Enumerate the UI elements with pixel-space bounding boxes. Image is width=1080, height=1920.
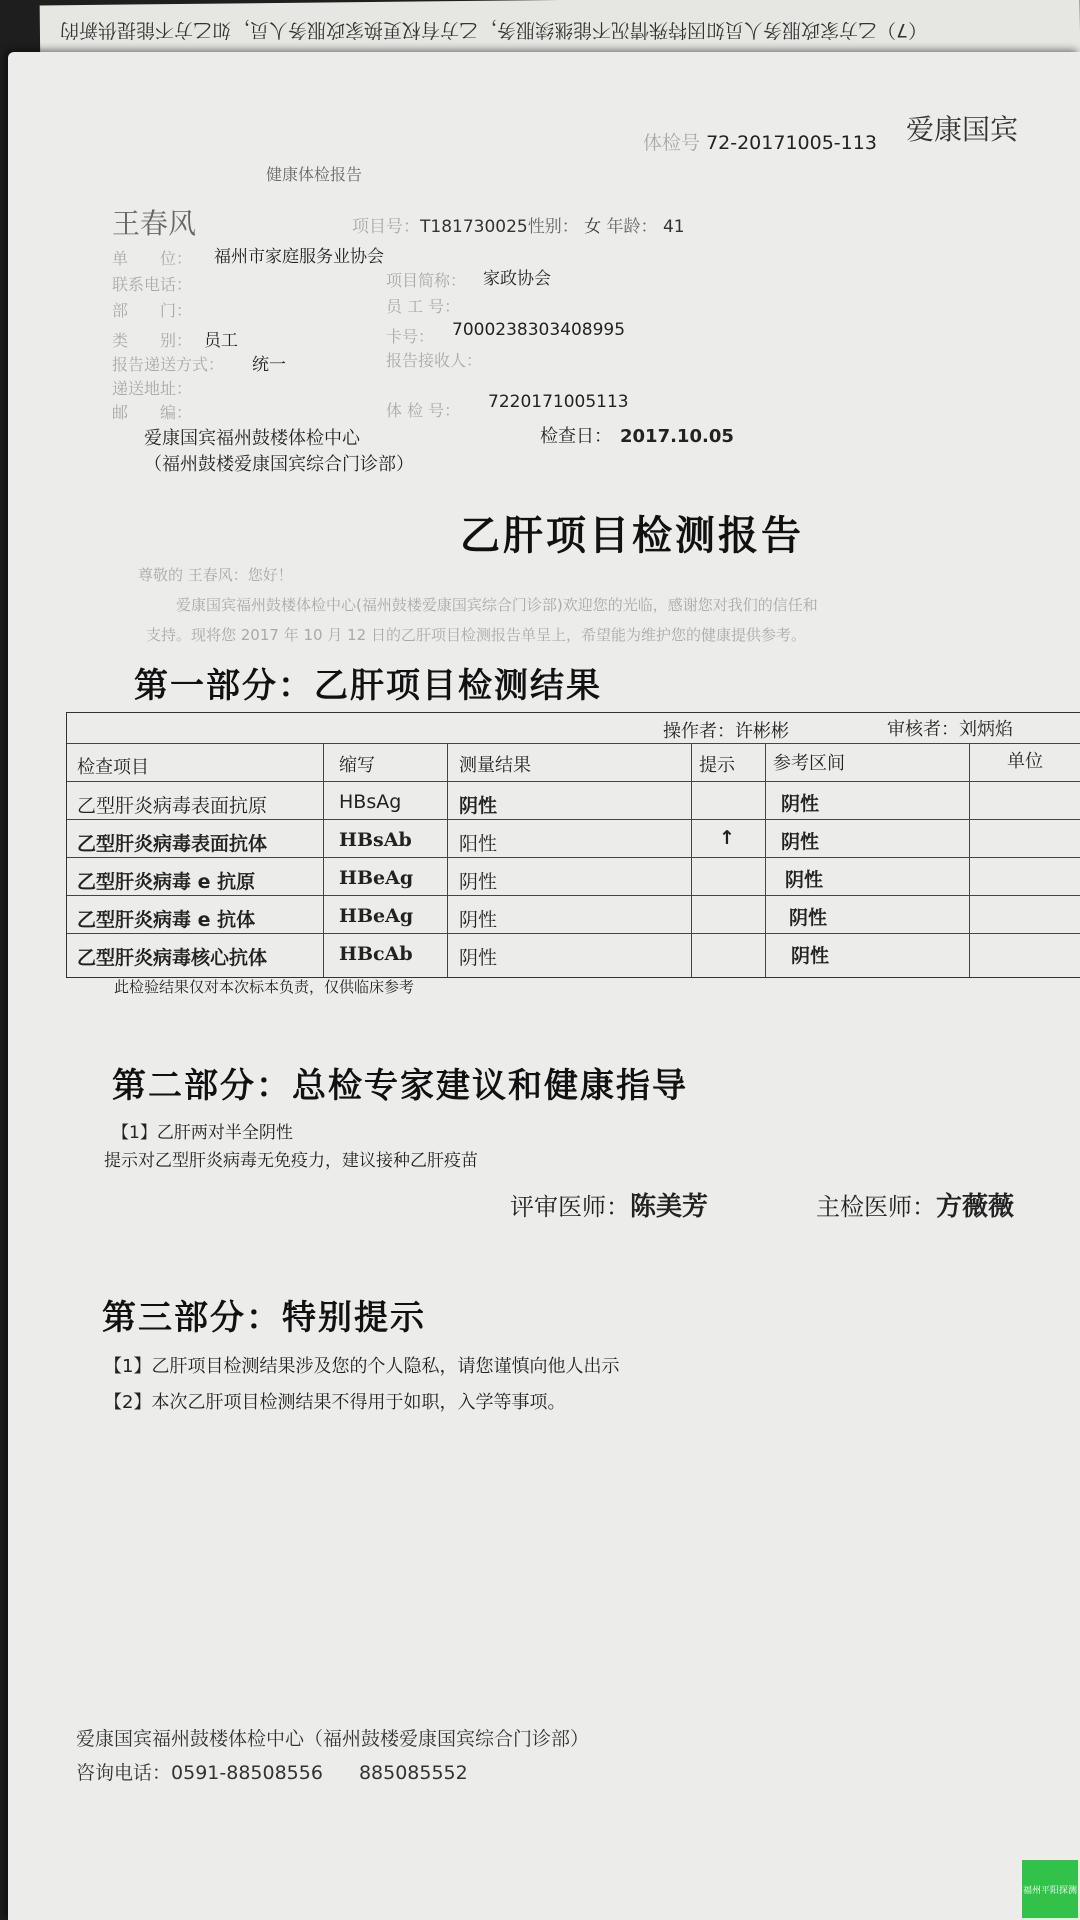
row2-hint: ↑ [719, 827, 735, 849]
col-line [765, 743, 766, 977]
col-header-result: 测量结果 [459, 755, 531, 776]
footer-phone: 咨询电话：0591-88508556 885085552 [76, 1762, 468, 1784]
row3-abbr: HBeAg [339, 867, 414, 889]
row3-result: 阴性 [459, 871, 498, 893]
table-divider [67, 895, 1080, 896]
exam-no-value: 72-20171005-113 [706, 132, 877, 154]
col-header-item: 检查项目 [77, 757, 149, 778]
delivery-label: 报告递送方式： [112, 355, 225, 374]
row5-result: 阴性 [459, 947, 498, 969]
part3-heading: 第三部分：特别提示 [102, 1298, 426, 1338]
row1-result: 阴性 [459, 795, 498, 817]
unit-label: 单 位： [112, 249, 193, 268]
row1-ref: 阴性 [781, 793, 820, 815]
table-divider [67, 857, 1080, 858]
part2-heading: 第二部分：总检专家建议和健康指导 [112, 1066, 688, 1106]
col-line [323, 743, 324, 977]
row4-result: 阴性 [459, 909, 498, 931]
row4-ref: 阴性 [789, 907, 828, 929]
row1-item: 乙型肝炎病毒表面抗原 [77, 795, 268, 817]
watermark-badge: 福州平阳探测 [1022, 1860, 1078, 1918]
row5-item: 乙型肝炎病毒核心抗体 [77, 947, 268, 969]
col-header-ref: 参考区间 [773, 753, 845, 774]
receiver-label: 报告接收人： [386, 351, 483, 370]
phone-label: 联系电话： [112, 275, 193, 294]
special-tip1: 【1】乙肝项目检测结果涉及您的个人隐私，请您谨慎向他人出示 [104, 1356, 620, 1377]
row2-ref: 阴性 [781, 831, 820, 853]
intro-line2: 支持。现将您 2017 年 10 月 12 日的乙肝项目检测报告单呈上，希望能为维护您的健康提供参考。 [146, 626, 806, 644]
center-line2: （福州鼓楼爱康国宾综合门诊部） [144, 454, 414, 475]
special-tip2: 【2】本次乙肝项目检测结果不得用于如职，入学等事项。 [104, 1392, 566, 1413]
table-divider [67, 819, 1080, 820]
staff-no-label: 员 工 号： [386, 297, 461, 316]
card-label: 卡号： [386, 327, 435, 346]
table-divider [67, 781, 1080, 782]
col-header-hint: 提示 [699, 755, 735, 776]
exam-no2-value: 7220171005113 [488, 392, 629, 412]
row1-abbr: HBsAg [339, 791, 402, 813]
intro-line1: 爱康国宾福州鼓楼体检中心(福州鼓楼爱康国宾综合门诊部)欢迎您的光临，感谢您对我们的信任和 [176, 596, 818, 614]
row2-item: 乙型肝炎病毒表面抗体 [77, 833, 268, 855]
table-divider [67, 933, 1080, 934]
advice-item1-detail: 提示对乙型肝炎病毒无免疫力，建议接种乙肝疫苗 [104, 1151, 478, 1171]
delivery-value: 统一 [252, 355, 286, 375]
row5-ref: 阴性 [791, 945, 830, 967]
category-value: 员工 [204, 331, 238, 351]
back-page-text: （7）乙方家政服务人员如因特殊情况不能继续服务，乙方有权更换家政服务人员，如乙方不能提供新的 [60, 19, 928, 41]
col-line [691, 743, 692, 977]
postcode-label: 邮 编： [112, 403, 193, 422]
category-label: 类 别： [112, 331, 193, 350]
col-line [447, 743, 448, 977]
report-title: 乙肝项目检测报告 [460, 512, 804, 559]
patient-name: 王春风 [112, 207, 197, 240]
row3-ref: 阴性 [785, 869, 824, 891]
row3-item: 乙型肝炎病毒 e 抗原 [77, 871, 256, 893]
col-line [969, 743, 970, 977]
operator: 操作者：许彬彬 [663, 721, 789, 742]
address-label: 递送地址： [112, 379, 193, 398]
brand-name: 爱康国宾 [906, 113, 1019, 146]
exam-no-header [643, 128, 877, 155]
doc-label: 健康体检报告 [266, 165, 363, 184]
row4-abbr: HBeAg [339, 905, 414, 927]
col-header-unit: 单位 [1007, 751, 1043, 772]
row5-abbr: HBcAb [339, 943, 413, 965]
exam-no2-label: 体 检 号： [386, 401, 461, 420]
reviewer: 审核者：刘炳焰 [887, 719, 1013, 740]
row4-item: 乙型肝炎病毒 e 抗体 [77, 909, 256, 931]
project-abbr-value: 家政协会 [483, 269, 551, 289]
col-header-abbr: 缩写 [339, 755, 375, 776]
check-date: 检查日： 2017.10.05 [540, 426, 734, 447]
center-line1: 爱康国宾福州鼓楼体检中心 [144, 428, 360, 449]
footer-center: 爱康国宾福州鼓楼体检中心（福州鼓楼爱康国宾综合门诊部） [76, 1728, 590, 1750]
reviewing-doctor: 评审医师：陈美芳 [510, 1192, 709, 1222]
row2-abbr: HBsAb [339, 829, 412, 851]
project-line: 项目号：T181730025性别： 女 年龄： 41 [352, 217, 685, 237]
project-abbr-label: 项目简称： [386, 271, 467, 290]
unit-value: 福州市家庭服务业协会 [214, 247, 384, 267]
table-footnote: 此检验结果仅对本次标本负责，仅供临床参考 [114, 978, 415, 996]
report-paper [8, 52, 1080, 1920]
part1-heading: 第一部分：乙肝项目检测结果 [134, 666, 602, 706]
exam-no-label: 体检号 [643, 132, 701, 154]
card-value: 7000238303408995 [452, 320, 626, 340]
advice-item1: 【1】乙肝两对半全阴性 [112, 1123, 293, 1143]
results-table [66, 712, 1080, 978]
table-divider [67, 743, 1080, 744]
greeting: 尊敬的 王春风：您好！ [138, 566, 293, 584]
row2-result: 阳性 [459, 833, 498, 855]
chief-doctor: 主检医师：方薇薇 [816, 1192, 1015, 1222]
dept-label: 部 门： [112, 301, 193, 320]
